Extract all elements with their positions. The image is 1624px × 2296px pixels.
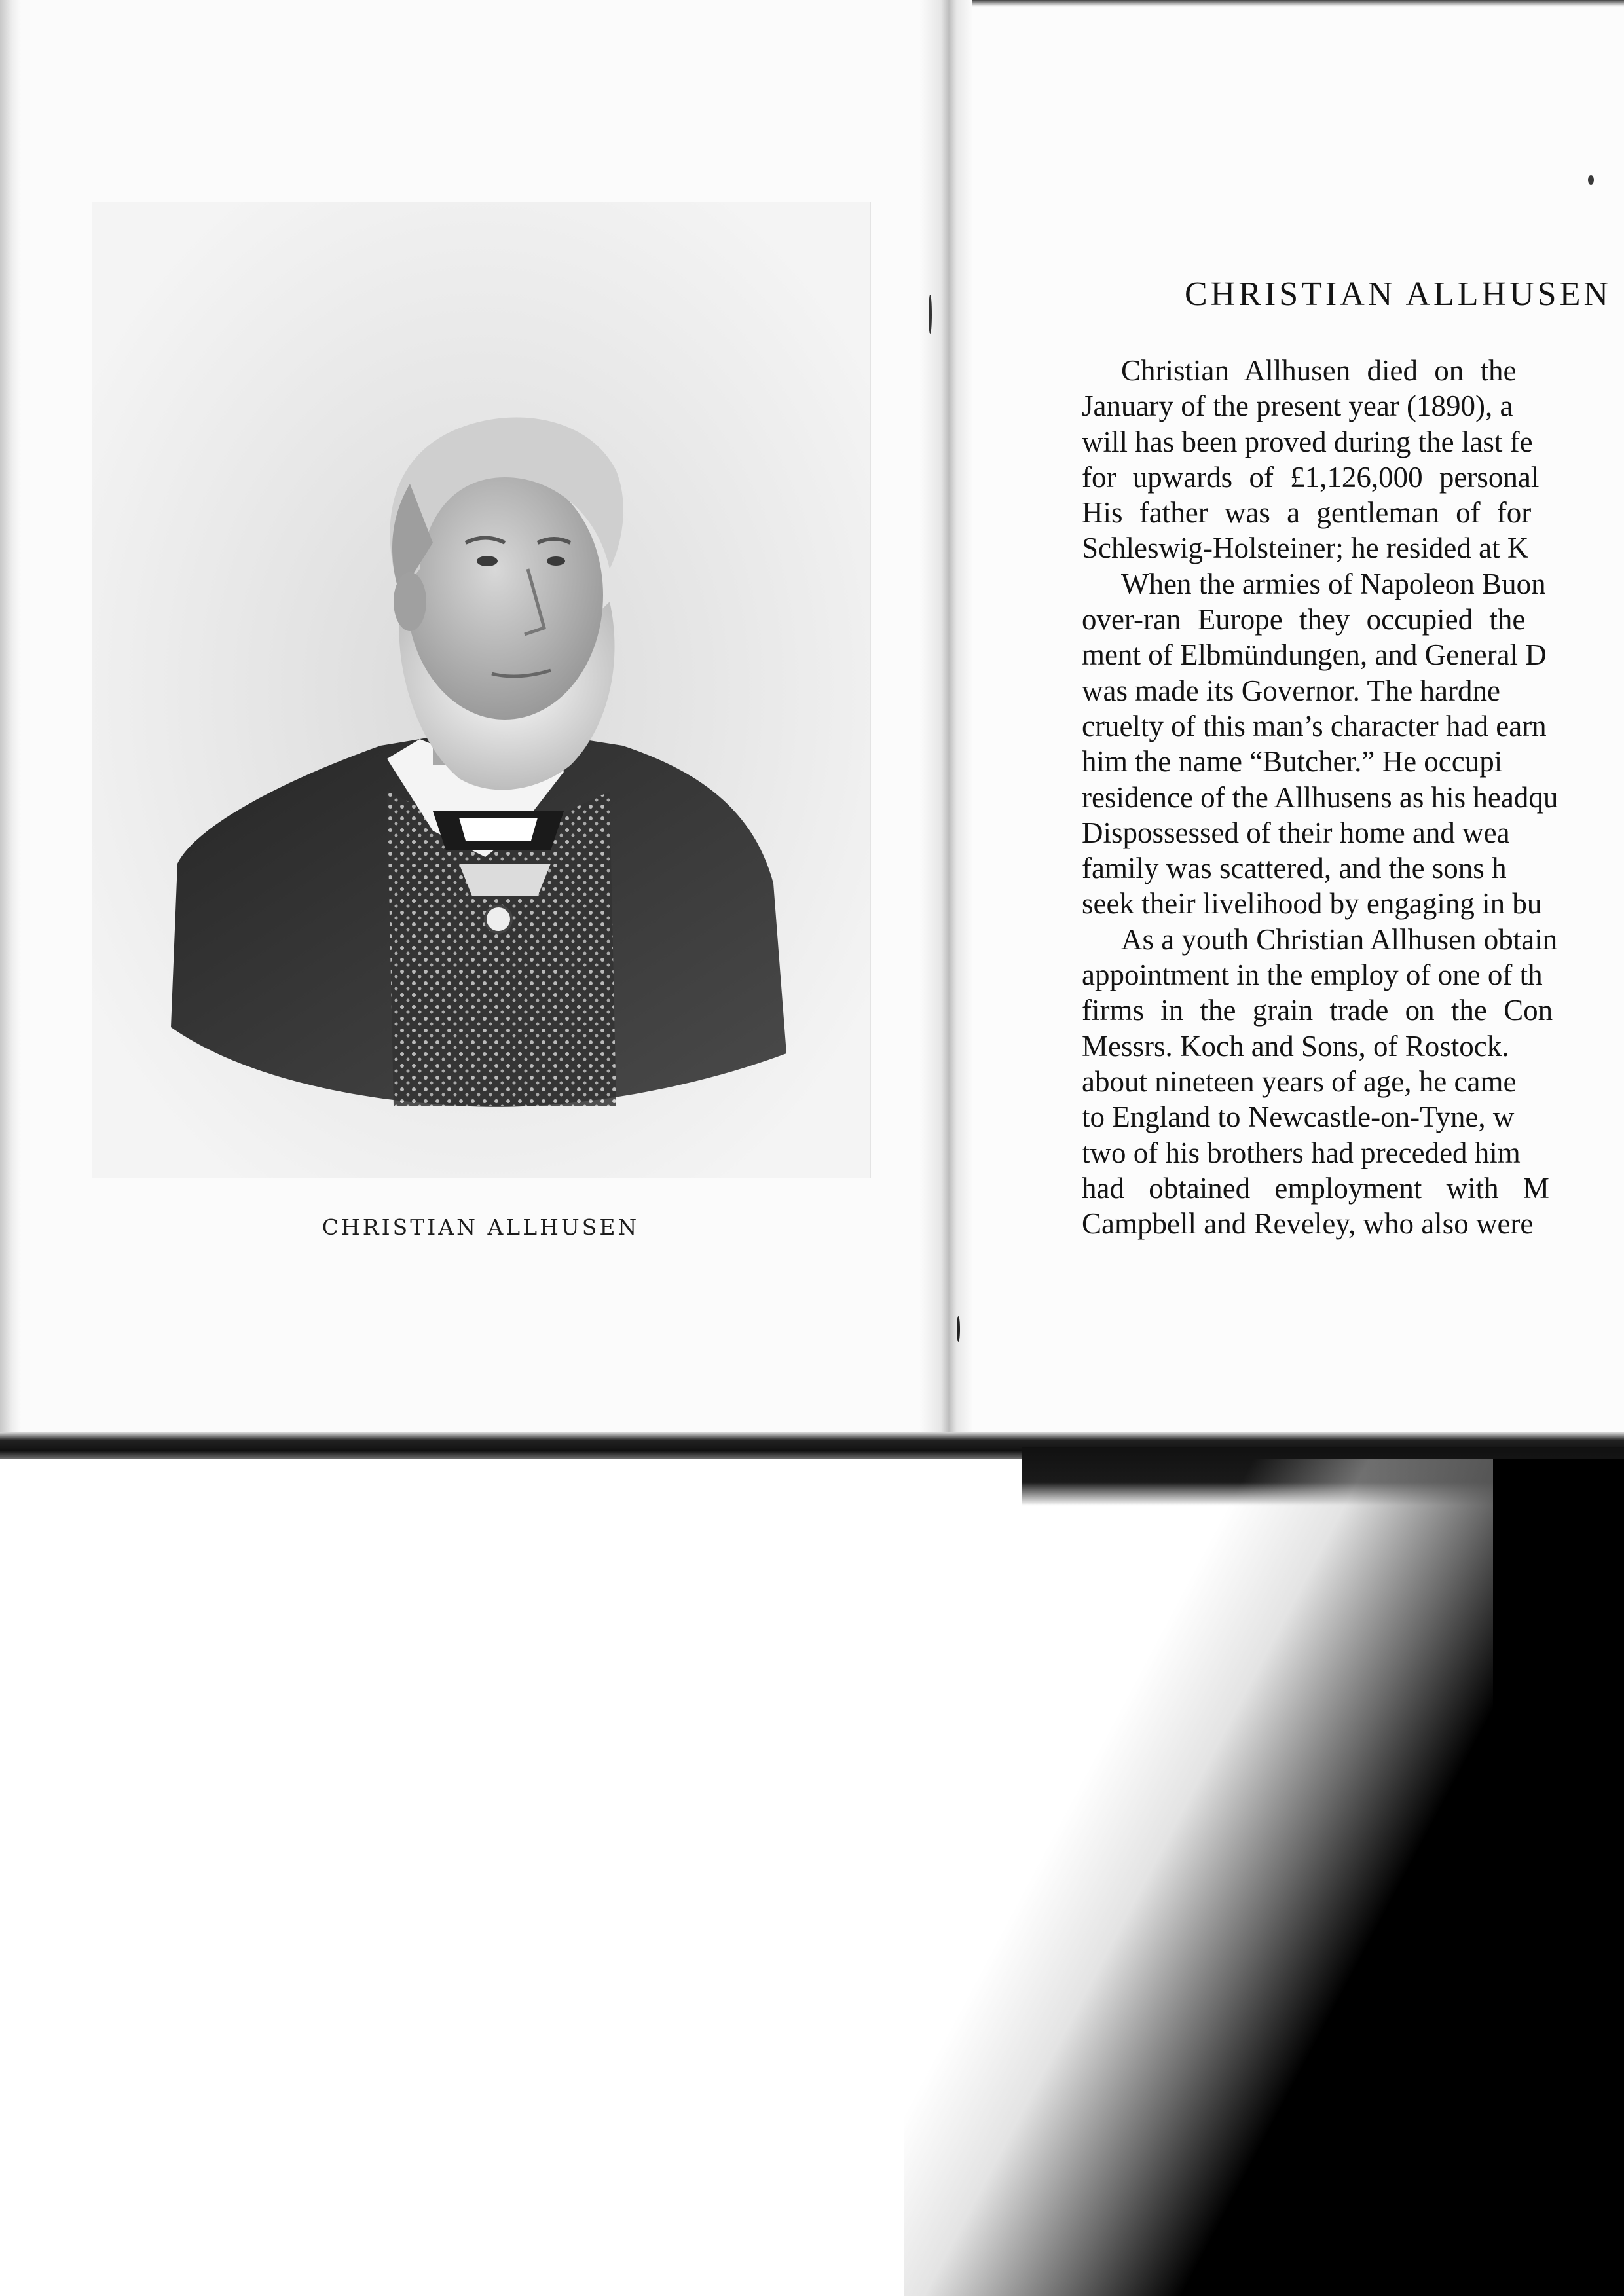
portrait-engraving — [92, 202, 870, 1178]
text-line: firms in the grain trade on the Con — [1082, 994, 1553, 1027]
chapter-text — [1082, 275, 1624, 1241]
portrait-plate — [92, 202, 871, 1178]
text-line: Schleswig-Holsteiner; he resided at K — [1082, 532, 1529, 565]
text-line: to England to Newcastle-on-Tyne, w — [1082, 1101, 1515, 1134]
text-line: about nineteen years of age, he came — [1082, 1065, 1517, 1098]
text-line: two of his brothers had preceded him — [1082, 1136, 1521, 1169]
chapter-title: CHRISTIAN ALLHUSEN — [1185, 276, 1612, 313]
text-line: will has been proved during the last fe — [1082, 425, 1533, 458]
text-line: over-ran Europe they occupied the — [1082, 603, 1526, 636]
scan-speck — [929, 295, 932, 334]
text-line: As a youth Christian Allhusen obtain — [1121, 922, 1558, 956]
text-line: ment of Elbmündungen, and General D — [1082, 638, 1547, 672]
text-line: January of the present year (1890), a — [1082, 390, 1513, 423]
scan-speck — [1588, 175, 1594, 185]
text-line: him the name “Butcher.” He occupi — [1082, 745, 1503, 778]
text-line: When the armies of Napoleon Buon — [1121, 567, 1546, 600]
text-line: residence of the Allhusens as his headqu — [1082, 780, 1559, 814]
text-line: Campbell and Reveley, who also were — [1082, 1207, 1534, 1241]
text-line: His father was a gentleman of for — [1082, 496, 1532, 530]
text-line: for upwards of £1,126,000 personal — [1082, 460, 1540, 494]
portrait-caption: CHRISTIAN ALLHUSEN — [322, 1214, 640, 1240]
text-line: Christian Allhusen died on the — [1121, 354, 1517, 387]
scanner-shadow-edge — [1493, 1459, 1624, 2296]
text-line: Messrs. Koch and Sons, of Rostock. — [1082, 1029, 1509, 1063]
scan-speck — [957, 1316, 960, 1342]
text-line: Dispossessed of their home and wea — [1082, 816, 1510, 849]
right-page-top-shadow — [966, 0, 1624, 7]
book-gutter — [920, 0, 972, 1450]
text-line: was made its Governor. The hardne — [1082, 674, 1500, 707]
text-line: seek their livelihood by engaging in bu — [1082, 887, 1542, 920]
text-line: cruelty of this man’s character had earn — [1082, 709, 1547, 742]
text-line: had obtained employment with M — [1082, 1171, 1549, 1205]
left-page-edge — [0, 0, 21, 1440]
text-line: appointment in the employ of one of th — [1082, 958, 1543, 992]
text-line: family was scattered, and the sons h — [1082, 852, 1507, 885]
